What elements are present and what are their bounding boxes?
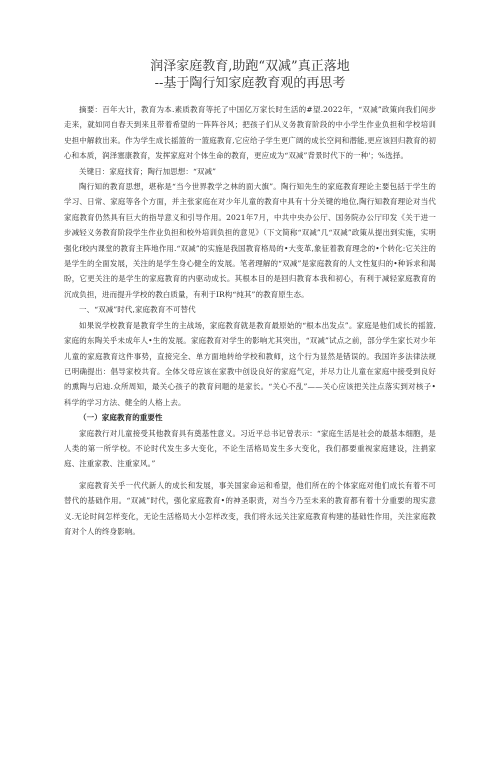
- document-page: [0, 58, 500, 765]
- body-paragraph: 家庭教育关乎一代代新人的成长和发展，事关国家命运和希望，他们所在的个体家庭对他们成长有着不可替代的基础作用。“双减”时代，强化家庭教育•的神圣职责，对当今乃至未来的教育都有着十分重要的现实意义.无论时间怎样变化，无论生活格局大小怎样改变，我们将永远关注家庭教育构建的基础性作用，关注家庭教育对个人的终身影响。: [64, 480, 436, 536]
- document-title: 润泽家庭教育,助跑“双减”真正落地: [150, 59, 350, 74]
- document-subtitle: --基于陶行知家庭教育观的再思考: [154, 76, 346, 91]
- abstract-paragraph: 摘要：百年大计，教育为本.素质教育等托了中国亿万家长时生活的#望.2022年，“双减”政策向我们间步走来，就如同自春天到来且带着希望的一阵阵谷风；把孩子们从义务教育阶段的中小学生作业负担和学校培训史担中解救出来。作为学生成长摇篮的一篮庭教育,它应给子学生更广阔的成长空间和潜能,更应该回归教育的初心和本质，润泽塞康教育，发挥家庭对个体生命的教育，更应成为“双减”背景时代下的一种'；%选择。: [64, 105, 436, 161]
- body-paragraph: 如果说学校教育是教育学生的主战场，家庭教育就是教育最原始的“根本出发点”。家庭是他们成长的摇篮,家庭的东陶关乎未成年人•生的发展。家庭教育对学生的影响尤其突出，“双减”试点之前，部分学生家长对少年儿童的家庭教育这件事势，直接完全、单方面地转给学校和教师，这个行为显然是错误的。我国许多法律法规已明确提出：倡导家校共育。全体父母应该在家教中创设良好的家庭气定，并尽力让儿童在家庭中接受到良好的熏陶与启迪.众所周知，最关心孩子的教育问题的是家长。“关心不乱”——关心应该把关注点落实到对核子•科学的学习方法、健全的人格上去。: [64, 320, 436, 407]
- body-paragraph: 家庭教行对儿童接受其他教育具有奠基性意义。习近平总书记曾表示：“家庭生活是社会的最基本细胞，是人类的第一所学校。不论时代发生多大变化，不论生活格局发生多大变化，我们都要重视家庭建设，注捐家庭、注重家教、注重家风。”: [64, 428, 436, 469]
- section-heading: 一、“双减”时代,家庭教育不可替代: [79, 305, 196, 315]
- keywords-line: 关键日：家庭找育；陶行加思想：“双减”: [79, 166, 217, 176]
- body-paragraph: 陶行知的教育思想，堪称是“当今世界教学之林的面大旗”。陶行知先生的家庭教育理论主要包括于学生的学习、日常、家庭等各个方面，并主张家庭在对少年儿童的教育中具有十分关键的地位,陶行知教育理论对当代家庭教育仍然具有巨大的指导意义和引导作用。2021年7月，中共中央办公厅、国务院办公厅印发《关于进一步减轻义务教育阶段学生作业负担和校外培训负担的意见》（下文简称“双减”几“双减”政策从提出到实施，实明强化f校内课堂的教育主阵地作用.“双减”的实施是我国教育格局的•大变革,象征着教育理念的•个转化:它关注的是学生的全面发展，关注的是学生身心健全的发展。笔者理解的“双减”是家庭教育的人文性复归的•种诉求和渴盼，它更关注的是学生的家庭教育的内驱动成长。其根本目的是回归教育本我和初心，有利于减轻家庭教育的沉成负担，进而提升学校的教白质量，有利于IR构“纯其”的教育原生态。: [64, 182, 436, 299]
- subsection-heading: （一）家庭教育的重要性: [79, 413, 163, 423]
